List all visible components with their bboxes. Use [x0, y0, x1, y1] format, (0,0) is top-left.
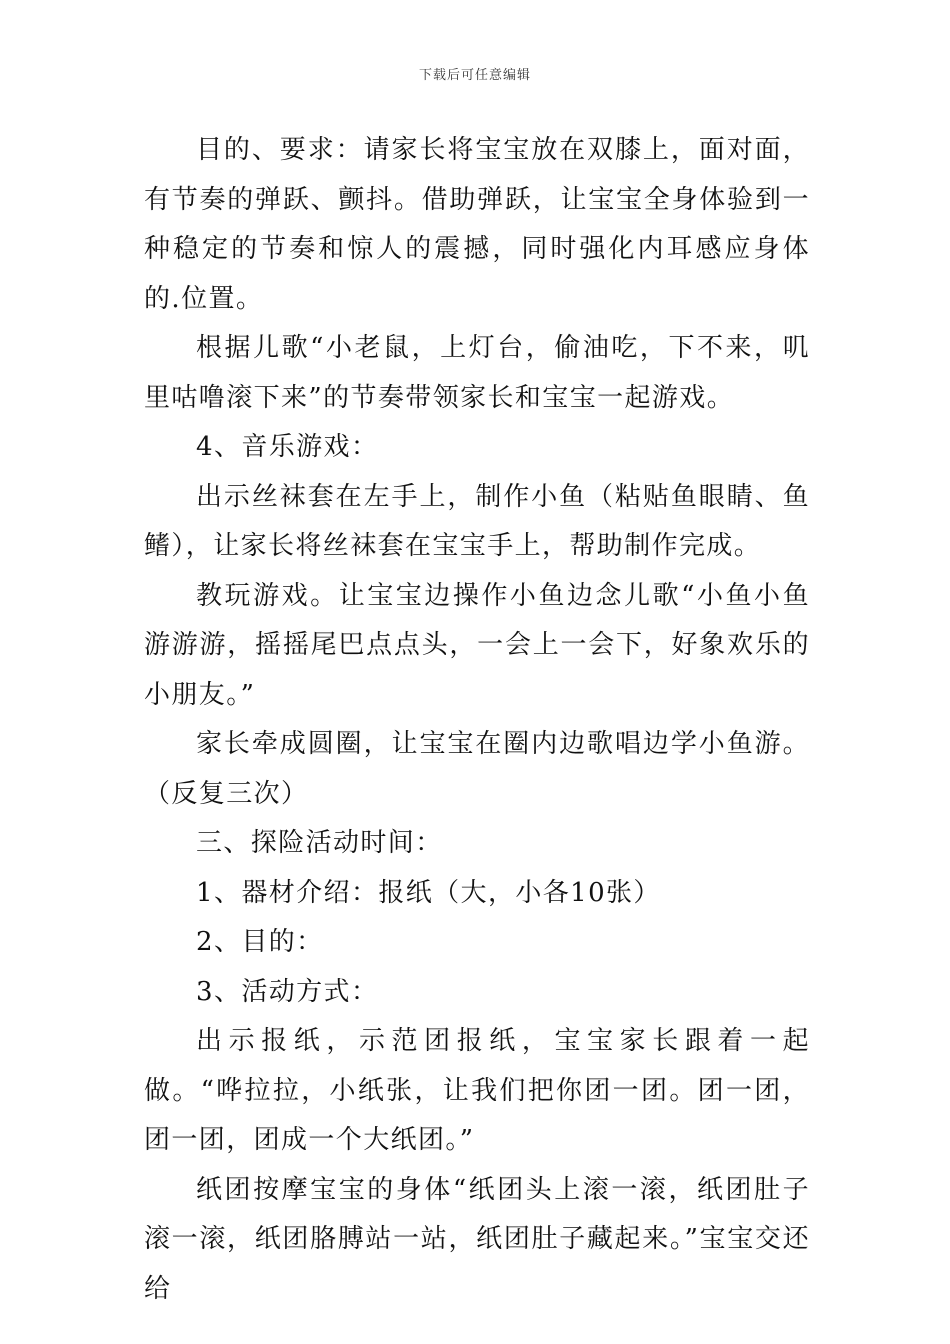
paragraph-method: 3、活动方式： — [196, 976, 379, 1007]
paragraph-heading-adventure: 三、探险活动时间： — [196, 828, 443, 858]
paragraph-make-fish: 出示丝袜套在左手上，制作小鱼（粘贴鱼眼睛、鱼鳍），让家长将丝袜套在宝宝手上，帮助制作完成。 — [144, 481, 810, 561]
paragraph-purpose: 目的、要求：请家长将宝宝放在双膝上，面对面，有节奏的弹跃、颤抖。借助弹跃，让宝宝全身体验到一种稳定的节奏和惊人的震撼，同时强化内耳感应身体的.位置。 — [144, 135, 810, 314]
paragraph-paper-massage: 纸团按摩宝宝的身体“纸团头上滚一滚，纸团肚子滚一滚，纸团胳膊站一站，纸团肚子藏起来。”宝宝交还给 — [144, 1174, 810, 1304]
paragraph-circle: 家长牵成圆圈，让宝宝在圈内边歌唱边学小鱼游。（反复三次） — [144, 729, 810, 809]
document-body — [144, 126, 810, 1314]
paragraph-nursery-rhyme: 根据儿歌“小老鼠，上灯台，偷油吃，下不来，叽里咕噜滚下来”的节奏带领家长和宝宝一起游戏。 — [144, 333, 810, 413]
paragraph-newspaper-demo: 出示报纸，示范团报纸，宝宝家长跟着一起做。“哗拉拉，小纸张，让我们把你团一团。团一团，团一团，团成一个大纸团。” — [144, 1026, 810, 1155]
paragraph-materials: 1、器材介绍：报纸（大，小各10张） — [196, 877, 661, 908]
paragraph-teach-game: 教玩游戏。让宝宝边操作小鱼边念儿歌“小鱼小鱼游游游，摇摇尾巴点点头，一会上一会下，好象欢乐的小朋友。” — [144, 580, 810, 710]
paragraph-heading-music-game: 4、音乐游戏： — [196, 432, 379, 462]
page-header: 下载后可任意编辑 — [418, 68, 531, 83]
paragraph-goal: 2、目的： — [196, 927, 324, 957]
